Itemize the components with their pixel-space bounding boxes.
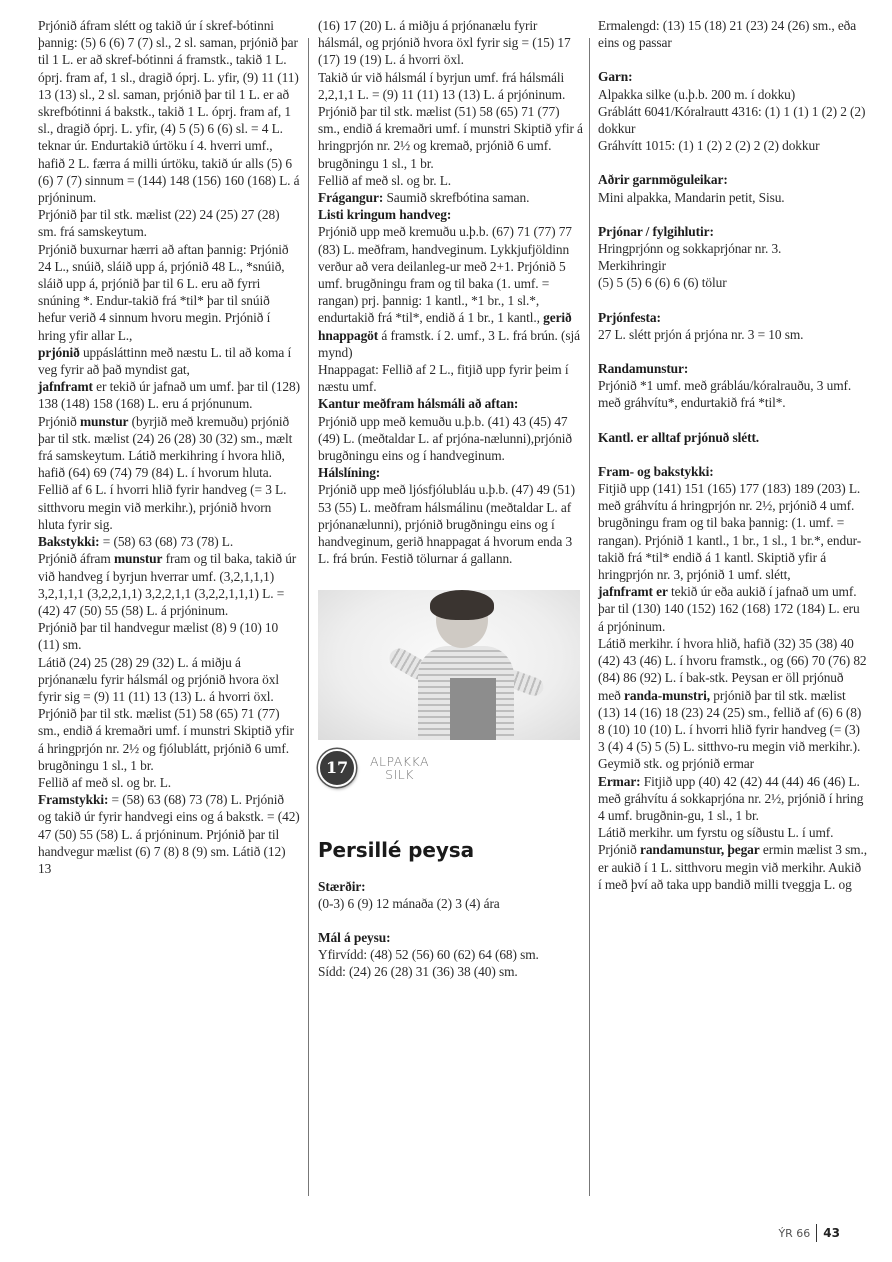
brand-line: SILK <box>385 766 414 782</box>
paragraph: Prjónið upp með ljósfjólubláu u.þ.b. (47) 49 (51) 53 (55) L. meðfram hálsmálinu (meðtaldar L. af prjónanælunni), prjónið brugðningu eins og í handveginum, gerið hnappagat á hvorum enda 3 L. frá brún. Festið tölurnar á gallann. <box>318 482 575 567</box>
paragraph: Prjónið áfram slétt og takið úr í skref-bótinni þannig: (5) 6 (6) 7 (7) sl., 2 sl. saman, prjónið þar til 1 L. er að skref-bótinni á framstk., takið 1 L. óprj. fram af, 1 sl., dragið óprj. L. yfir, (9) 11 (11) 13 (13) sl., 2 sl. saman, prjónið þar til 1 L. er að skrefbótinni á bakstk., takið 1 L. óprj. fram af, 1 sl., dragið óprj. L. yfir, (4) 5 (5) 6 (6) sl. = 4 L. teknar úr. Endurtakið úrtöku í 4. hverri umf., hafið 2 L. færra á milli úrtöku, takið úr alls (5) 6 (6) 7 (7) sinnum = (144) 148 (156) 160 (168) L. á prjóninum. <box>38 18 300 206</box>
pattern-number-badge: 17 <box>318 749 356 787</box>
section-heading: Ermar: <box>598 773 641 789</box>
measurement-line: Yfirvídd: (48) 52 (56) 60 (62) 64 (68) sm. <box>318 947 539 963</box>
paragraph: Prjónið buxurnar hærri að aftan þannig: Prjónið 24 L., snúið, sláið upp á, prjónið 48 L., *snúið, sláið upp á, prjónið þar til 6 L. eru að fyrri snúning *. Endur-takið frá *til* þar til snúið hefur verið 4 sinnum hvoru megin. Prjónið í hring yfir allar L., <box>38 241 289 343</box>
text: Fitjið upp (40) 42 (42) 44 (44) 46 (46) L. með gráhvítu á sokkaprjóna nr. 2½, prjónið í hring 4 umf. brugðnin-gu, 1 sl., 1 br. <box>598 773 864 823</box>
text: tekið úr eða aukið í jafnað um umf. þar til (130) 140 (152) 162 (168) 172 (184) L. eru á prjóninum. <box>598 584 860 634</box>
bold-term: jafnframt er <box>598 584 668 600</box>
spacer <box>598 412 868 429</box>
page-footer <box>778 1224 840 1242</box>
measurement-line: Sídd: (24) 26 (28) 31 (36) 38 (40) sm. <box>318 964 518 980</box>
paragraph: Fellið af með sl. og br. L. <box>318 172 452 188</box>
bold-term: gerið hnappagöt <box>318 310 572 343</box>
section-sleeves <box>598 773 868 825</box>
page-number: 43 <box>823 1226 840 1240</box>
section-heading: Frágangur: <box>318 190 384 206</box>
section-heading: Garn: <box>598 69 633 85</box>
product-photo-child-sweater <box>318 590 580 740</box>
text: fram og til baka, takið úr við handveg í byrjun hverrar umf. (3,2,1,1,1) 3,2,1,1,1 (3,2,2,1,1) 3,2,2,1,1 (3,2,2,1,1,1) L. = (42) 47 (50) 55 (58) L. á prjóninum. <box>38 551 297 618</box>
section-heading: Kantur meðfram hálsmáli að aftan: <box>318 396 519 412</box>
text: (byrjið með kremuðu) prjónið þar til stk. mælist (24) 26 (28) 30 (32) sm., mælt frá samskeytum. Látið merkihring í hvora hlið, hafið (64) 69 (74) 79 (84) L. í hvorum hluta. <box>38 413 293 481</box>
paragraph: Hringprjónn og sokkaprjónar nr. 3. <box>598 241 782 257</box>
column-divider <box>589 38 590 1196</box>
measurement-line: Ermalengd: (13) 15 (18) 21 (23) 24 (26) sm., eða eins og passar <box>598 18 857 51</box>
paragraph: Fellið af 6 L. í hvorri hlið fyrir handveg (= 3 L. sitthvoru megin við merkihr.), prjónið hvorn hluta fyrir sig. <box>38 482 287 532</box>
paragraph <box>38 344 300 378</box>
paragraph: (16) 17 (20) L. á miðju á prjónanælu fyrir hálsmál, og prjónið hvora öxl fyrir sig = (15) 17 (17) 19 (19) L. á hvorri öxl. <box>318 18 571 68</box>
paragraph: Prjónið þar til stk. mælist (51) 58 (65) 71 (77) sm., endið á kremaðri umf. í munstri Skiptið yfir á hringprjón nr. 2½ og kremað, prjónið 6 umf. brugðningu 1 sl., 1 br. <box>318 104 583 171</box>
paragraph <box>598 635 868 755</box>
paragraph <box>318 223 584 361</box>
paragraph: Alpakka silke (u.þ.b. 200 m. í dokku) <box>598 86 796 102</box>
paragraph <box>38 550 300 619</box>
spacer <box>598 51 868 68</box>
paragraph: Látið merkihr. um fyrstu og síðustu L. í umf. <box>598 825 834 841</box>
spacer <box>318 912 584 929</box>
spacer <box>598 446 868 463</box>
text: á framstk. í 2. umf., 3 L. frá brún. (sjá mynd) <box>318 327 580 360</box>
column-middle <box>318 17 584 981</box>
paragraph: 27 L. slétt prjón á prjóna nr. 3 = 10 sm. <box>598 326 804 342</box>
bold-term: jafnframt <box>38 379 93 395</box>
paragraph: (5) 5 (5) 6 (6) 6 (6) tölur <box>598 275 727 291</box>
text: prjónið þar til stk. mælist (13) 14 (16) 18 (23) 24 (25) sm., fellið af (6) 6 (8) 8 (10) 10 (10) L. í hvorri hlið fyrir handveg (= (3) 3 (4) 4 (5) 5 (5) L. sitthvo-ru megin við merkihr.). <box>598 687 862 755</box>
spacer <box>598 292 868 309</box>
photo-detail <box>430 590 494 620</box>
paragraph: Gráhvítt 1015: (1) 1 (2) 2 (2) 2 (2) dokkur <box>598 138 820 154</box>
pattern-badge-row <box>318 748 584 788</box>
spacer <box>598 343 868 360</box>
section-heading: Randamunstur: <box>598 361 689 377</box>
paragraph: Prjónið upp með kemuðu u.þ.b. (41) 43 (45) 47 (49) L. (meðtaldar L. af prjóna-nælunni),prjónið brugðningu eins og í handveginum. <box>318 413 573 464</box>
text: ermin mælist 3 sm., er aukið í 1 L. sitthvoru megin við merkihr. Aukið í með því að taka upp bandið milli tveggja L. og <box>598 842 867 892</box>
paragraph: Prjónið þar til stk. mælist (51) 58 (65) 71 (77) sm., endið á kremaðri umf. í munstri Skiptið yfir á hringprjón nr. 2½ og fjólublátt, prjónið 6 umf. brugðningu 1 sl., 1 br. <box>38 706 294 773</box>
column-right <box>598 17 868 893</box>
section-heading: Hálslíning: <box>318 465 381 481</box>
bold-term: munstur <box>79 413 129 429</box>
paragraph: Merkihringir <box>598 258 666 274</box>
sizes-text: (0-3) 6 (9) 12 mánaða (2) 3 (4) ára <box>318 895 500 911</box>
paragraph <box>38 413 300 482</box>
section-heading: Prjónar / fylgihlutir: <box>598 223 714 239</box>
paragraph: Prjónið þar til stk. mælist (22) 24 (25) 27 (28) sm. frá samskeytum. <box>38 207 280 240</box>
text: = (58) 63 (68) 73 (78) L. Prjónið og takið úr fyrir handvegi eins og á bakstk. = (42) 47 (50) 55 (58) L. á prjóninum. Prjónið þar til handvegur mælist (6) 7 (8) 8 (9) sm. Látið (12) 13 <box>38 792 300 876</box>
section-heading: Listi kringum handveg: <box>318 207 452 223</box>
paragraph: Geymið stk. og prjónið ermar <box>598 756 754 772</box>
text: Prjónið <box>598 842 640 858</box>
photo-detail <box>450 678 496 740</box>
bold-term: randa-munstri, <box>624 687 711 703</box>
column-left <box>38 17 300 877</box>
paragraph: Fitjið upp (141) 151 (165) 177 (183) 189 (203) L. með gráhvítu á hringprjón nr. 2½, prjónið 4 umf. brugðningu fram og til baka þannig: (1. umf. = rangan). Prjónið 1 kantl., 1 br., 1 sl., 1 br.*, endur-takið frá *til* endið á 1 kantl. Skiptið yfir á hringprjón nr. 3, prjónið 1 umf. slétt, <box>598 481 862 583</box>
paragraph: Prjónið þar til handvegur mælist (8) 9 (10) 10 (11) sm. <box>38 620 279 653</box>
text: Látið merkihr. í hvora hlið, hafið (32) 35 (38) 40 (42) 43 (46) L. í hvoru framstk., og (66) 70 (76) 82 (84) 86 (92) L. í bak-stk. Peysan er öll prjónuð með <box>598 635 867 703</box>
paragraph: Látið (24) 25 (28) 29 (32) L. á miðju á prjónanælu fyrir hálsmál og prjónið hvora öxl fyrir sig = (9) 11 (11) 13 (13) L. á hvorri öxl. <box>38 654 279 704</box>
bold-term: munstur <box>113 551 163 567</box>
paragraph: Gráblátt 6041/Kóralrautt 4316: (1) 1 (1) 1 (2) 2 (2) dokkur <box>598 103 866 137</box>
bold-term: randamunstur, þegar <box>639 842 760 858</box>
column-divider <box>308 38 309 1196</box>
text: er tekið úr jafnað um umf. þar til (128) 138 (148) 158 (168) L. eru á prjónunum. <box>38 379 300 412</box>
pattern-title: Persillé peysa <box>318 837 475 862</box>
paragraph <box>38 378 300 412</box>
text: Prjónið <box>38 413 80 429</box>
section-back <box>38 533 300 550</box>
paragraph: Takið úr við hálsmál í byrjun umf. frá hálsmáli 2,2,1,1 L. = (9) 11 (11) 13 (13) L. á prjóninum. <box>318 69 566 102</box>
section-finishing <box>318 189 584 206</box>
spacer <box>598 154 868 171</box>
magazine-issue: ÝR 66 <box>778 1226 811 1240</box>
text: Saumið skrefbótina saman. <box>383 190 530 206</box>
paragraph <box>598 841 868 893</box>
text: Prjónið áfram <box>38 551 114 567</box>
section-heading: Fram- og bakstykki: <box>598 463 714 479</box>
section-heading: Mál á peysu: <box>318 929 391 945</box>
paragraph: Mini alpakka, Mandarin petit, Sisu. <box>598 189 785 205</box>
section-front <box>38 791 300 877</box>
section-heading: Stærðir: <box>318 878 366 894</box>
paragraph: Prjónið *1 umf. með grábláu/kóralrauðu, 3 umf. með gráhvítu*, endurtakið frá *til*. <box>598 378 852 411</box>
text: = (58) 63 (68) 73 (78) L. <box>99 534 234 550</box>
section-heading: Aðrir garnmöguleikar: <box>598 172 728 188</box>
section-heading: Bakstykki: <box>38 534 100 550</box>
section-heading: Prjónfesta: <box>598 309 661 325</box>
text: uppásláttinn með næstu L. til að koma í veg fyrir að það myndist gat, <box>38 344 292 378</box>
paragraph: Fellið af með sl. og br. L. <box>38 774 172 790</box>
paragraph: Hnappagat: Fellið af 2 L., fitjið upp fyrir þeim í næstu umf. <box>318 362 569 395</box>
note: Kantl. er alltaf prjónuð slétt. <box>598 429 760 445</box>
paragraph <box>598 583 868 635</box>
yarn-brand-logo <box>370 755 429 781</box>
section-heading: Framstykki: <box>38 792 109 808</box>
spacer <box>598 206 868 223</box>
bold-term: prjónið <box>38 344 80 360</box>
text: Prjónið upp með kremuðu u.þ.b. (67) 71 (77) 77 (83) L. meðfram, handveginum. Lykkjufjöldinn verður að vera deilanleg-ur með 2+1. Prjónið 5 umf. brugðningu fram og til baka (1. umf. = rangan) prj. þannig: 1 kantl., *1 br., 1 sl.*, endurtakið frá *til*, endið á 1 br., 1 kantl., <box>318 224 572 326</box>
footer-separator <box>816 1224 817 1242</box>
brand-line: ALPAKKA <box>370 753 430 769</box>
